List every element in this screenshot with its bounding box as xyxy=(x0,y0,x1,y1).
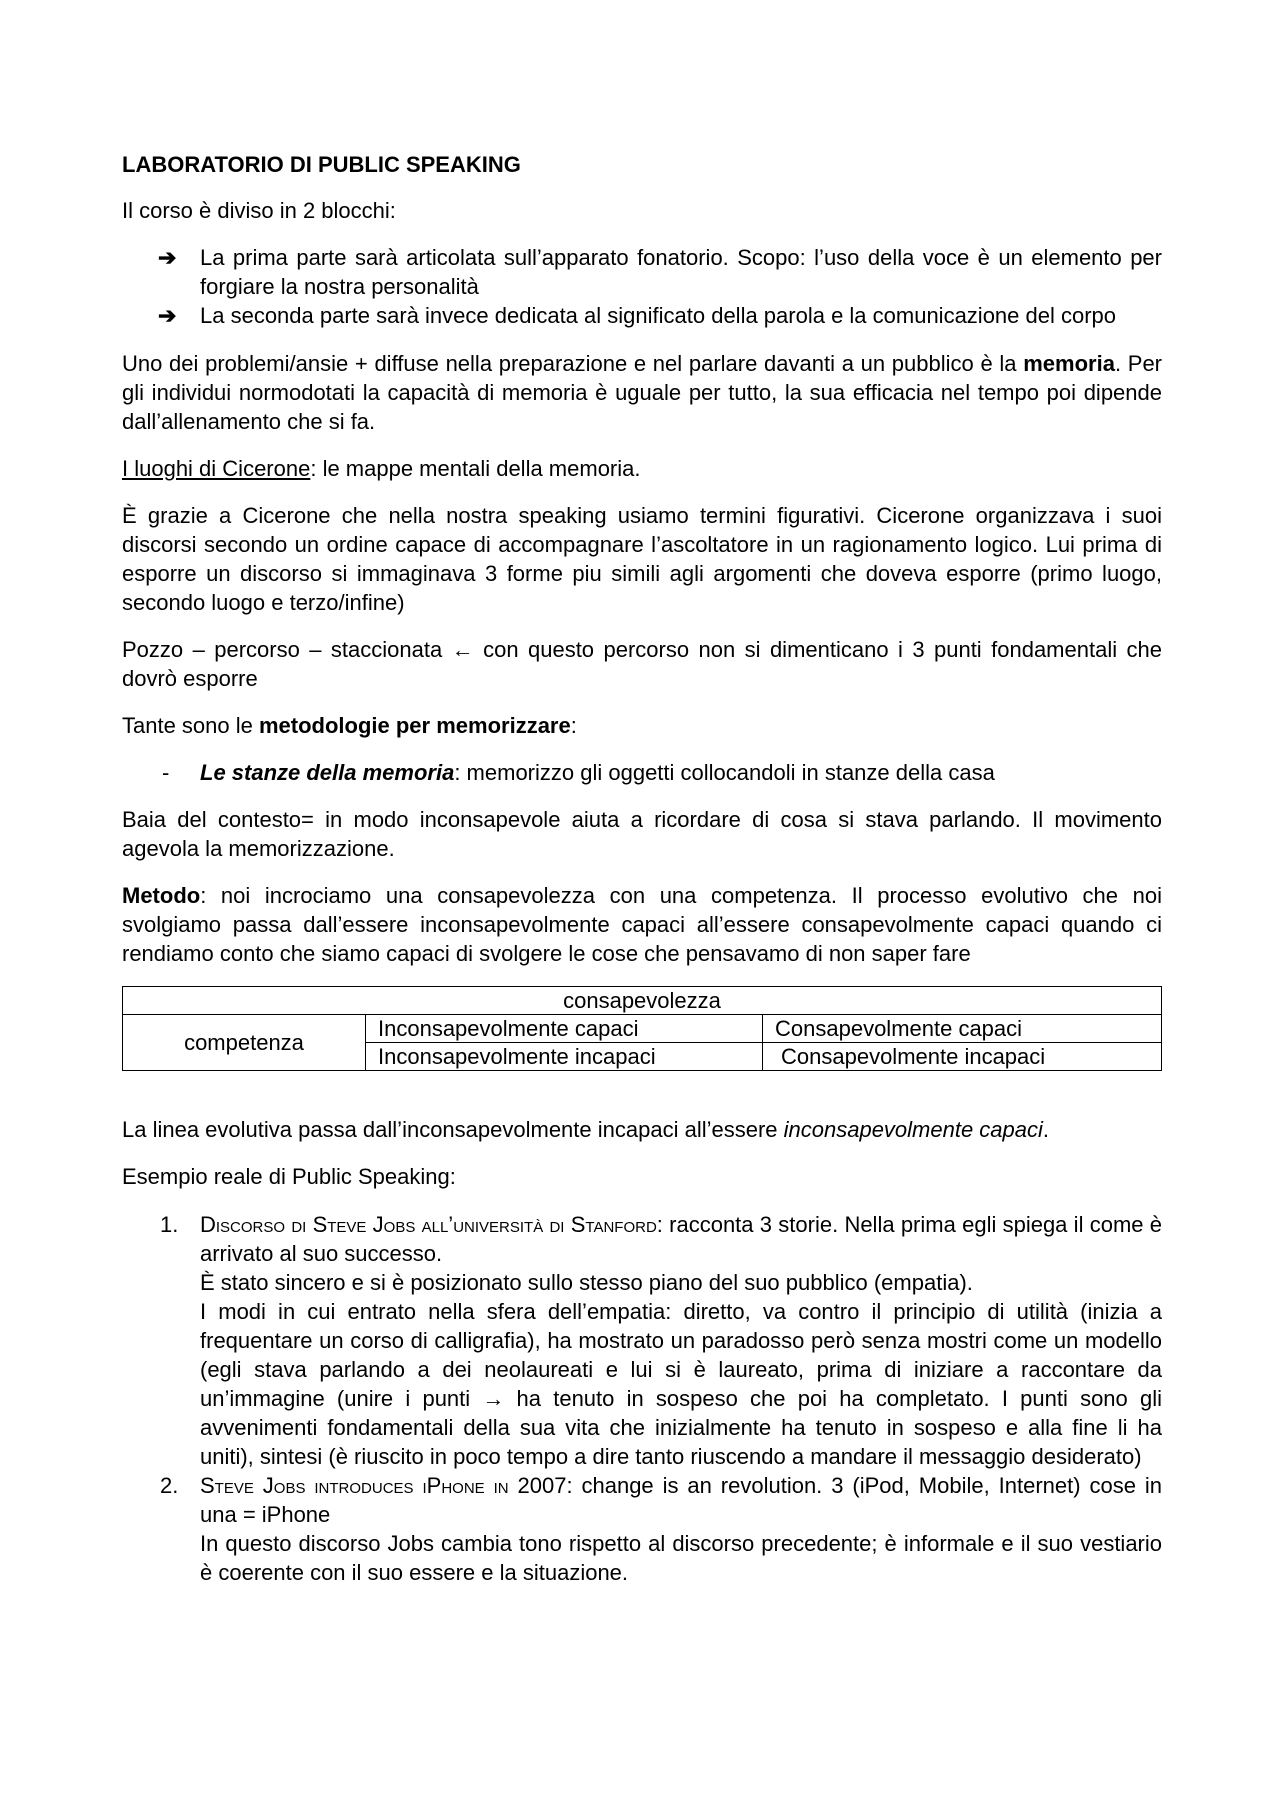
block-text: La seconda parte sarà invece dedicata al significato della parola e la comunicazione del corpo xyxy=(200,303,1117,328)
matrix-header: consapevolezza xyxy=(123,987,1162,1015)
examples-list xyxy=(122,1210,1162,1587)
metodo-keyword: Metodo xyxy=(122,883,201,908)
memory-paragraph: Uno dei problemi/ansie + diffuse nella preparazione e nel parlare davanti a un pubblico è la memoria. Per gli individui normodotati la capacità di memoria è uguale per tutto, la sua efficacia nel tempo poi dipende dall’allenamento che si fa. xyxy=(122,351,1163,434)
methods-keyword: metodologie per memorizzare xyxy=(258,713,571,738)
cicerone-paragraph: È grazie a Cicerone che nella nostra speaking usiamo termini figurativi. Cicerone organizzava i suoi discorsi secondo un ordine capace di accompagnare l’ascoltatore in un ragionamento logico. Lui prima di esporre un discorso si immaginava 3 forme piu simili agli argomenti che doveva esporre (primo luogo, secondo luogo e terzo/infine) xyxy=(122,503,1162,615)
document-page xyxy=(122,150,1162,1587)
memory-keyword: memoria xyxy=(1023,351,1115,376)
example-heading: Discorso di Steve Jobs all’università di Stanford xyxy=(200,1212,657,1237)
cicerone-heading: I luoghi di Cicerone: le mappe mentali della memoria. xyxy=(122,456,641,481)
evolution-line: La linea evolutiva passa dall’inconsapevolmente incapaci all’essere inconsapevolmente capaci. xyxy=(122,1117,1050,1142)
arrow-right-icon: ➔ xyxy=(158,303,177,328)
baia-paragraph: Baia del contesto= in modo inconsapevole aiuta a ricordare di cosa si stava parlando. Il movimento agevola la memorizzazione. xyxy=(122,807,1162,861)
examples-intro: Esempio reale di Public Speaking: xyxy=(122,1164,456,1189)
pozzo-paragraph: Pozzo – percorso – staccionata ← con questo percorso non si dimenticano i 3 punti fondamentali che dovrò esporre xyxy=(122,637,1162,691)
list-item xyxy=(122,243,1162,301)
method-name: Le stanze della memoria xyxy=(200,760,455,785)
block-text: La prima parte sarà articolata sull’apparato fonatorio. Scopo: l’uso della voce è un elemento per forgiare la nostra personalità xyxy=(200,245,1162,299)
list-item xyxy=(122,301,1162,330)
matrix-cell: Consapevolmente incapaci xyxy=(763,1043,1162,1071)
page-title: LABORATORIO DI PUBLIC SPEAKING xyxy=(122,152,521,177)
method-item: - Le stanze della memoria: memorizzo gli oggetti collocandoli in stanze della casa xyxy=(162,760,995,785)
list-item: 1. Discorso di Steve Jobs all’università di Stanford: racconta 3 storie. Nella prima egli spiega il come è arrivato al suo successo. È stato sincero e si è posizionato sullo stesso piano del suo pubblico (empatia). I modi in cui entrato nella sfera dell’empatia: diretto, va contro il principio di utilità (inizia a frequentare un corso di calligrafia), ha mostrato un paradosso però senza mostri come un modello (egli stava parlando a dei neolaureati e lui si è laureato, prima di iniziare a raccontare da un’immagine (unire i punti → ha tenuto in sospeso che poi ha completato. I punti sono gli avvenimenti fondamentali della sua vita che inizialmente ha tenuto in sospeso e alla fine li ha uniti), sintesi (è riuscito in poco tempo a dire tanto riuscendo a mandare il messaggio desiderato) xyxy=(160,1212,1162,1469)
evolution-emphasis: inconsapevolmente capaci xyxy=(783,1117,1043,1142)
awareness-matrix xyxy=(122,986,1162,1071)
matrix-cell: Inconsapevolmente incapaci xyxy=(366,1043,763,1071)
cicerone-title: I luoghi di Cicerone xyxy=(122,456,311,481)
list-item: 2. Steve Jobs introduces iPhone in 2007: change is an revolution. 3 (iPod, Mobile, Internet) cose in una = iPhone In questo discorso Jobs cambia tono rispetto al discorso precedente; è informale e il suo vestiario è coerente con il suo essere e la situazione. xyxy=(160,1473,1162,1585)
metodo-paragraph: Metodo: noi incrociamo una consapevolezza con una competenza. Il processo evolutivo che noi svolgiamo passa dall’essere inconsapevolmente capaci all’essere consapevolmente capaci quando ci rendiamo conto che siamo capaci di svolgere le cose che pensavamo di non saper fare xyxy=(122,883,1162,966)
blocks-list xyxy=(122,243,1162,330)
example-heading: Steve Jobs introduces iPhone in xyxy=(200,1473,509,1498)
arrow-right-icon: ➔ xyxy=(158,245,177,270)
methods-line: Tante sono le metodologie per memorizzare: xyxy=(122,713,577,738)
course-intro: Il corso è diviso in 2 blocchi: xyxy=(122,198,396,223)
matrix-cell: Inconsapevolmente capaci xyxy=(366,1015,763,1043)
matrix-row-label: competenza xyxy=(123,1015,366,1071)
matrix-cell: Consapevolmente capaci xyxy=(763,1015,1162,1043)
